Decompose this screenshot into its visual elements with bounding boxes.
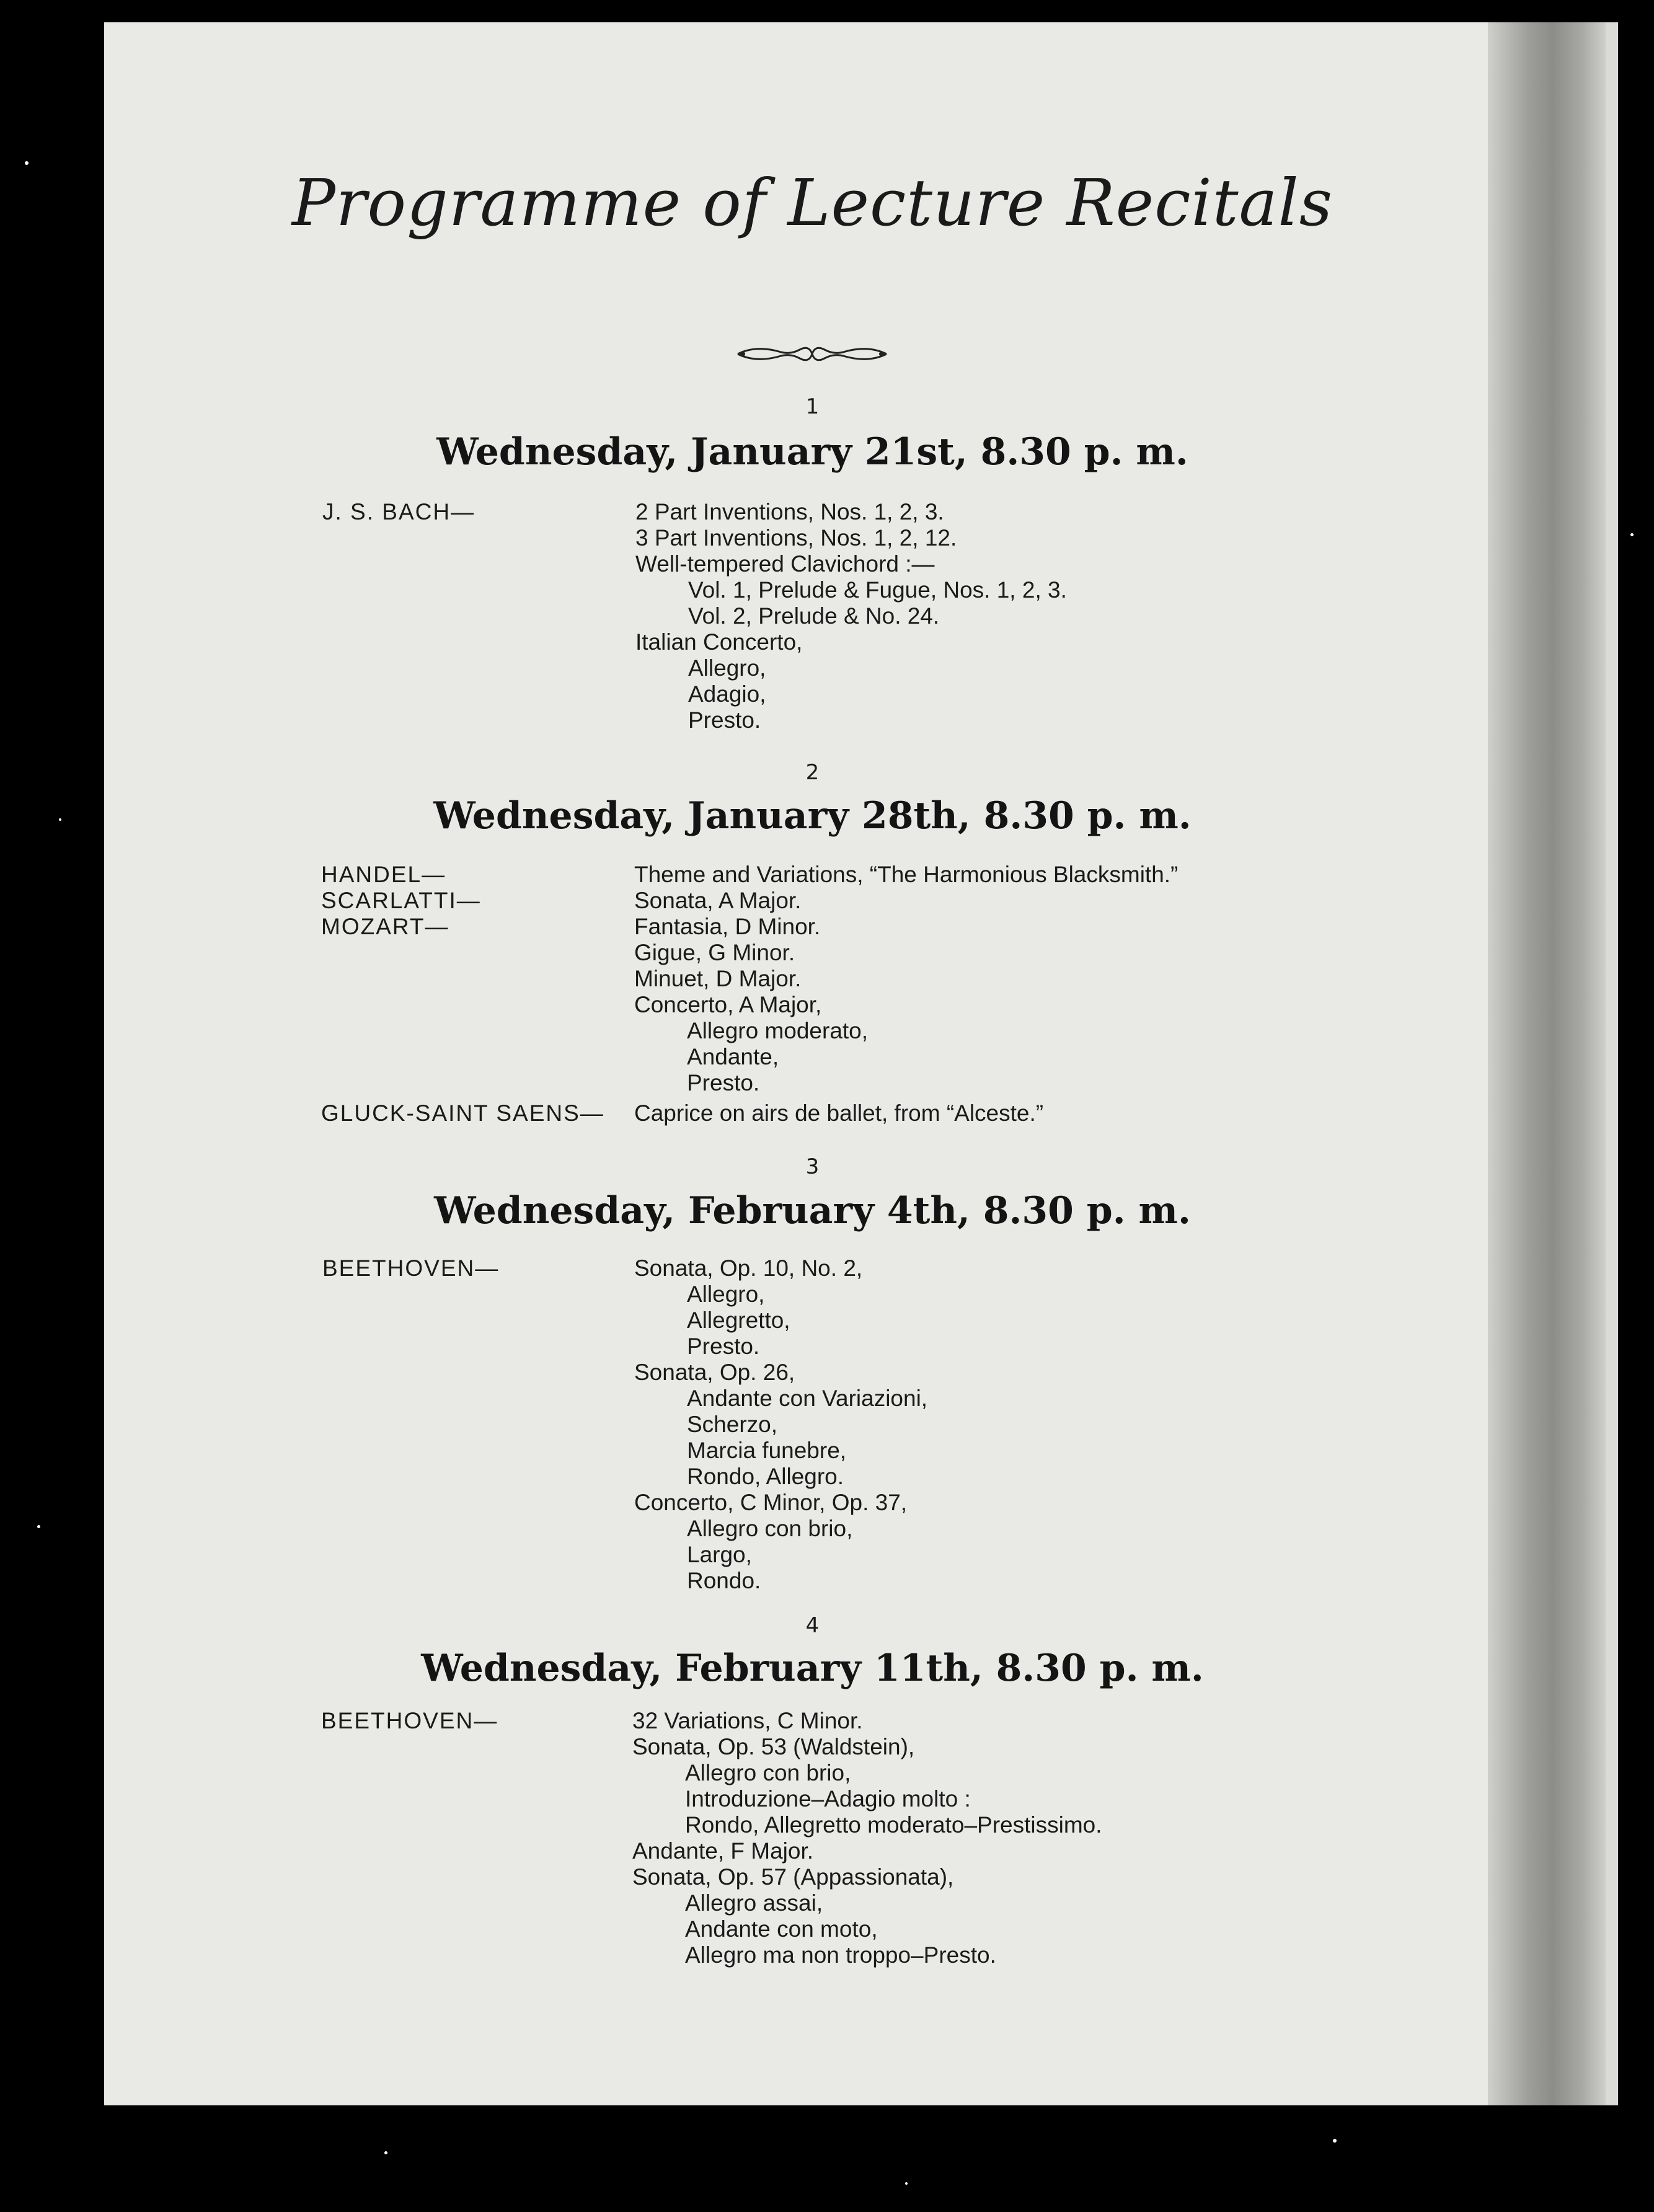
work-item: Sonata, A Major. xyxy=(634,888,802,913)
work-movement: Allegro, xyxy=(687,1281,765,1307)
work-item: Concerto, C Minor, Op. 37, xyxy=(634,1490,908,1515)
work-movement: Vol. 1, Prelude & Fugue, Nos. 1, 2, 3. xyxy=(688,577,1067,603)
work-movement: Allegro con brio, xyxy=(687,1516,853,1541)
scan-speck xyxy=(905,2182,908,2185)
work-item: Sonata, Op. 57 (Appassionata), xyxy=(632,1864,954,1890)
work-movement: Presto. xyxy=(687,1070,760,1095)
scan-speck xyxy=(59,818,61,821)
work-movement: Presto. xyxy=(688,707,761,733)
work-item: 3 Part Inventions, Nos. 1, 2, 12. xyxy=(635,525,957,551)
page-edge xyxy=(1606,22,1618,2105)
recital-date: Wednesday, January 21st, 8.30 p. m. xyxy=(436,430,1188,474)
composer-name: BEETHOVEN— xyxy=(322,1255,500,1281)
recital-date: Wednesday, February 4th, 8.30 p. m. xyxy=(434,1189,1191,1232)
work-movement: Vol. 2, Prelude & No. 24. xyxy=(688,603,940,629)
recital-date: Wednesday, February 11th, 8.30 p. m. xyxy=(421,1647,1204,1690)
work-item: Caprice on airs de ballet, from “Alceste.” xyxy=(634,1100,1044,1126)
work-item: Sonata, Op. 53 (Waldstein), xyxy=(632,1734,915,1759)
recital-number: 3 xyxy=(805,1154,820,1179)
composer-name: GLUCK-SAINT SAENS— xyxy=(321,1100,604,1126)
work-item: Italian Concerto, xyxy=(635,629,803,655)
composer-name: J. S. BACH— xyxy=(322,499,475,524)
work-movement: Andante con Variazioni, xyxy=(687,1386,928,1411)
programme-page xyxy=(104,22,1499,2105)
work-item: Fantasia, D Minor. xyxy=(634,914,821,939)
work-item: Andante, F Major. xyxy=(632,1838,814,1864)
work-movement: Andante, xyxy=(687,1044,779,1069)
recital-date: Wednesday, January 28th, 8.30 p. m. xyxy=(433,794,1192,838)
recital-number: 2 xyxy=(805,760,820,785)
work-movement: Marcia funebre, xyxy=(687,1438,847,1463)
work-item: Minuet, D Major. xyxy=(634,966,802,991)
work-movement: Introduzione–Adagio molto : xyxy=(685,1786,971,1812)
work-item: 32 Variations, C Minor. xyxy=(632,1708,863,1733)
work-movement: Andante con moto, xyxy=(685,1916,878,1942)
recital-number: 4 xyxy=(805,1613,820,1638)
work-movement: Allegro, xyxy=(688,655,766,681)
work-movement: Allegro moderato, xyxy=(687,1018,869,1043)
work-item: Sonata, Op. 10, No. 2, xyxy=(634,1255,863,1281)
scroll-ornament-icon xyxy=(732,338,893,369)
composer-name: SCARLATTI— xyxy=(321,888,481,913)
work-movement: Rondo. xyxy=(687,1568,761,1593)
recital-number: 1 xyxy=(805,394,820,419)
work-movement: Allegretto, xyxy=(687,1307,790,1333)
work-item: Theme and Variations, “The Harmonious Blacksmith.” xyxy=(634,862,1179,887)
scan-speck xyxy=(1630,533,1634,536)
work-movement: Presto. xyxy=(687,1334,760,1359)
scan-speck xyxy=(1333,2139,1337,2143)
composer-name: HANDEL— xyxy=(321,862,446,887)
work-movement: Scherzo, xyxy=(687,1412,778,1437)
work-item: 2 Part Inventions, Nos. 1, 2, 3. xyxy=(635,499,944,524)
scan-speck xyxy=(384,2151,387,2154)
work-movement: Largo, xyxy=(687,1542,752,1567)
work-movement: Adagio, xyxy=(688,681,766,707)
page-title: Programme of Lecture Recitals xyxy=(291,165,1333,241)
work-movement: Allegro assai, xyxy=(685,1890,823,1916)
composer-name: MOZART— xyxy=(321,914,449,939)
work-movement: Allegro ma non troppo–Presto. xyxy=(685,1942,996,1968)
work-item: Well-tempered Clavichord :— xyxy=(635,551,935,577)
page-binding-shadow xyxy=(1488,22,1606,2105)
scan-speck xyxy=(25,161,29,165)
work-item: Concerto, A Major, xyxy=(634,992,822,1017)
work-movement: Allegro con brio, xyxy=(685,1760,851,1785)
work-movement: Rondo, Allegro. xyxy=(687,1464,844,1489)
work-item: Gigue, G Minor. xyxy=(634,940,795,965)
scan-speck xyxy=(37,1525,40,1528)
work-movement: Rondo, Allegretto moderato–Prestissimo. xyxy=(685,1812,1102,1838)
work-item: Sonata, Op. 26, xyxy=(634,1360,795,1385)
composer-name: BEETHOVEN— xyxy=(321,1708,498,1733)
